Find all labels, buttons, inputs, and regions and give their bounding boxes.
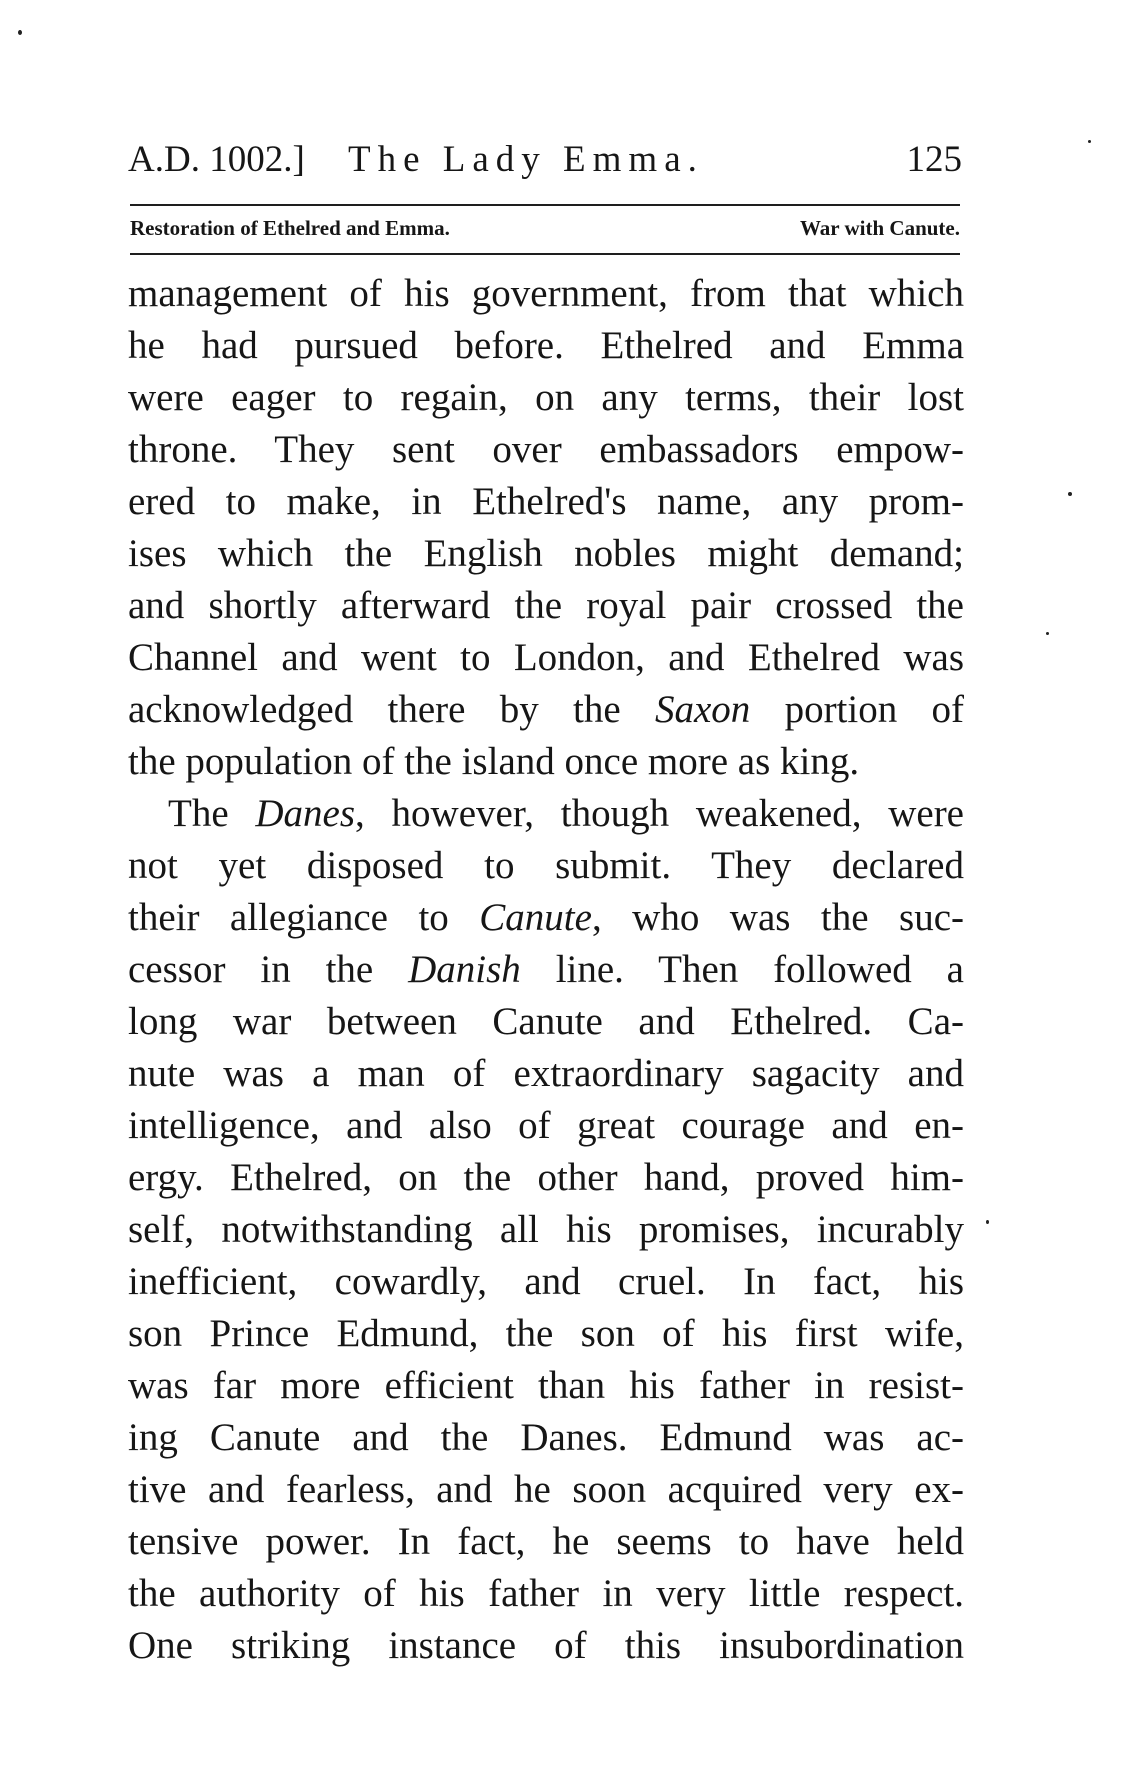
text-run: line. Then followed a [520,948,964,991]
text-line [128,944,964,996]
text-line: inefficient, cowardly, and cruel. In fact, his [128,1260,964,1303]
text-run: acknowledged there by the [128,688,655,731]
scan-speck [986,1220,989,1224]
italic-term: Danish [408,948,521,991]
header-date: A.D. 1002.] [128,139,305,180]
scan-speck [1088,140,1091,143]
text-line: nute was a man of extraordinary sagacity and [128,1052,964,1095]
text-line: intelligence, and also of great courage and en- [128,1104,964,1147]
text-line: son Prince Edmund, the son of his first wife, [128,1312,964,1355]
page-number: 125 [906,139,962,180]
text-line: ered to make, in Ethelred's name, any prom- [128,480,964,523]
running-head [128,136,962,184]
header-rule-top [130,204,960,206]
header-rule-bottom [130,253,960,255]
paragraph-end-line: the population of the island once more as king. [128,740,860,783]
scan-speck [18,30,22,35]
text-line: Channel and went to London, and Ethelred was [128,636,964,679]
text-run: cessor in the [128,948,409,991]
text-line: ing Canute and the Danes. Edmund was ac- [128,1416,964,1459]
text-run: portion of [750,688,964,731]
text-line: the authority of his father in very little respect. [128,1572,964,1615]
text-line: were eager to regain, on any terms, their lost [128,376,964,419]
text-line: ises which the English nobles might demand; [128,532,964,575]
text-line: management of his government, from that which [128,272,964,315]
text-line: he had pursued before. Ethelred and Emma [128,324,964,367]
text-line [128,892,964,944]
subheader [130,213,960,243]
subheader-right: War with Canute. [799,216,960,240]
text-run: , however, though weakened, were [355,792,964,835]
scan-speck [1068,492,1072,496]
text-line: tive and fearless, and he soon acquired very ex- [128,1468,964,1511]
text-line: tensive power. In fact, he seems to have held [128,1520,964,1563]
text-line: was far more efficient than his father in resist- [128,1364,964,1407]
text-line: not yet disposed to submit. They declared [128,844,964,887]
text-run: The [168,792,256,835]
italic-term: Canute [479,896,592,939]
italic-term: Danes [255,792,356,835]
text-line [128,684,964,736]
text-line: throne. They sent over embassadors empow- [128,428,964,471]
text-line: self, notwithstanding all his promises, incurably [128,1208,964,1251]
text-line: long war between Canute and Ethelred. Ca- [128,1000,964,1043]
text-line: One striking instance of this insubordination [128,1624,964,1667]
text-line: and shortly afterward the royal pair crossed the [128,584,964,627]
scan-speck [1046,632,1049,635]
text-line: ergy. Ethelred, on the other hand, proved him- [128,1156,964,1199]
header-title: The Lady Emma. [348,139,704,180]
body-text [128,268,964,1672]
italic-term: Saxon [654,688,751,731]
text-run: , who was the suc- [591,896,964,939]
text-line [128,788,964,840]
text-run: their allegiance to [128,896,480,939]
subheader-left: Restoration of Ethelred and Emma. [130,216,450,240]
